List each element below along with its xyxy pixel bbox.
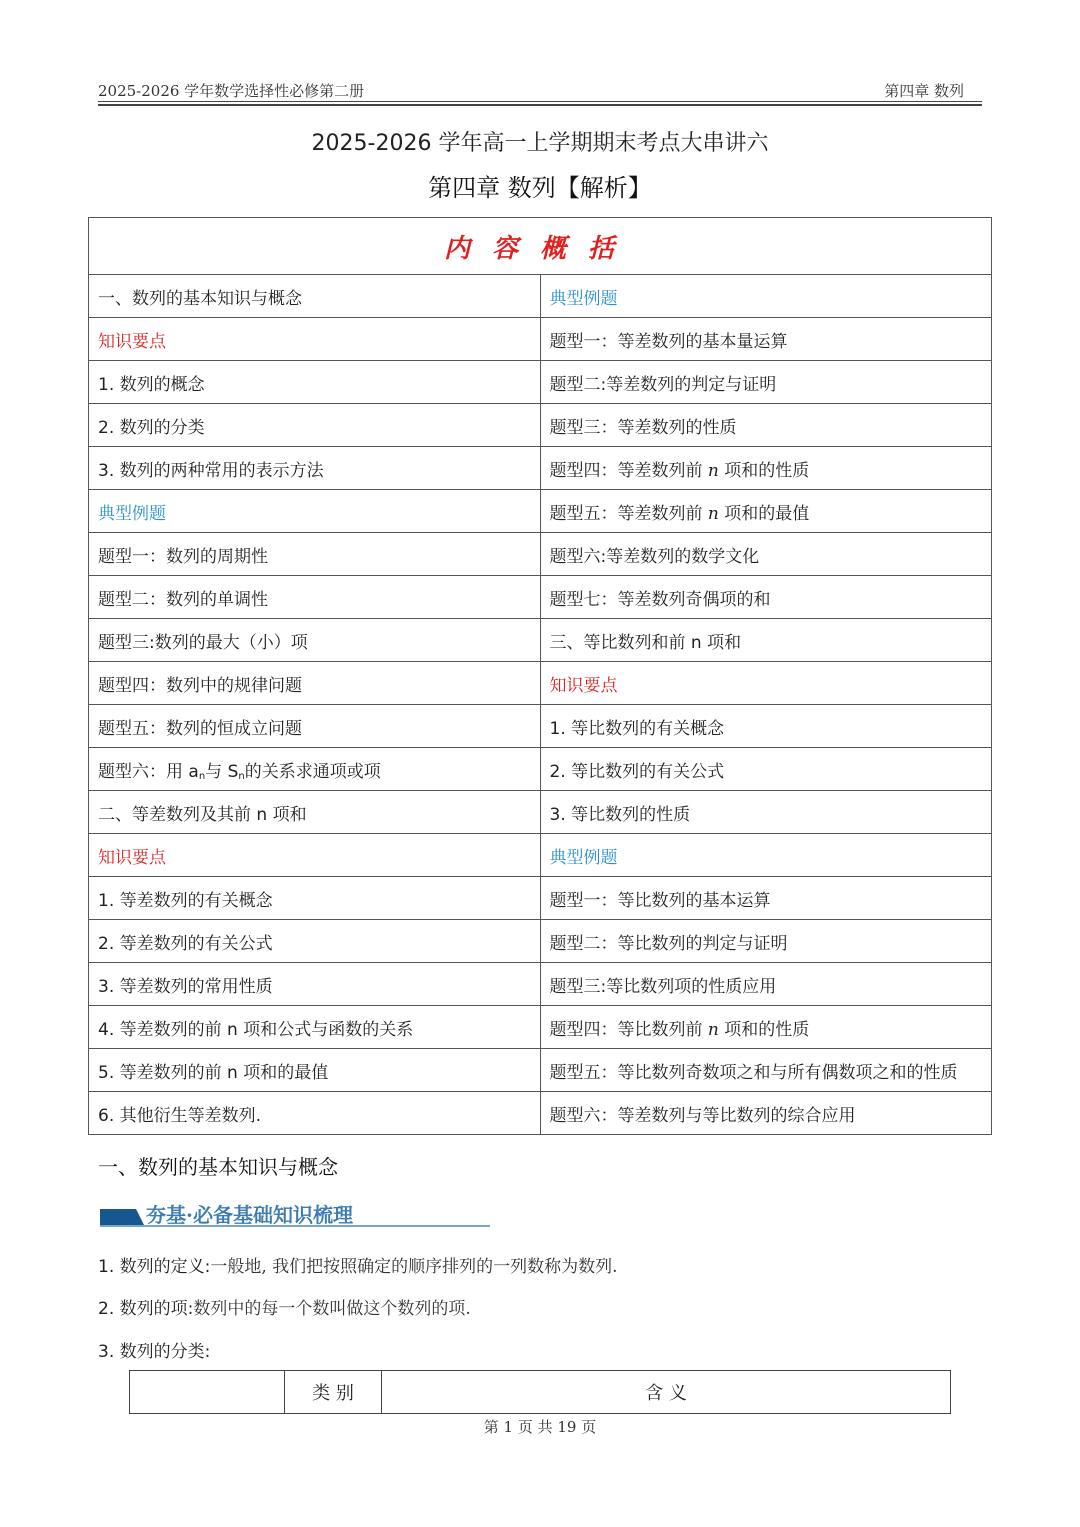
overview-cell: 3. 等比数列的性质 [540, 791, 992, 834]
overview-cell: 题型四：数列中的规律问题 [89, 662, 541, 705]
overview-cell: 题型三：等差数列的性质 [540, 404, 992, 447]
table-row [89, 748, 992, 791]
overview-cell: 题型二：等比数列的判定与证明 [540, 920, 992, 963]
overview-cell: 知识要点 [89, 834, 541, 877]
overview-cell: 题型六：等差数列与等比数列的综合应用 [540, 1092, 992, 1135]
overview-cell: 知识要点 [540, 662, 992, 705]
table-row [89, 533, 992, 576]
overview-cell: 6. 其他衍生等差数列. [89, 1092, 541, 1135]
overview-cell: 典型例题 [89, 490, 541, 533]
overview-cell: 三、等比数列和前 n 项和 [540, 619, 992, 662]
overview-cell: 题型三:数列的最大（小）项 [89, 619, 541, 662]
math-var: n [707, 1019, 719, 1040]
math-var: n [707, 460, 719, 481]
paragraph-definition [98, 1252, 618, 1277]
banner-bar-icon [100, 1209, 144, 1225]
table-row [89, 1006, 992, 1049]
overview-table [88, 217, 992, 1135]
overview-cell [540, 1006, 992, 1049]
overview-cell: 知识要点 [89, 318, 541, 361]
overview-cell: 2. 数列的分类 [89, 404, 541, 447]
overview-cell: 题型七：等差数列奇偶项的和 [540, 576, 992, 619]
math-var: n [707, 503, 719, 524]
overview-cell: 1. 等差数列的有关概念 [89, 877, 541, 920]
cell-text: 题型六：用 a [98, 761, 199, 782]
overview-cell: 题型三:等比数列项的性质应用 [540, 963, 992, 1006]
overview-cell: 题型五：等比数列奇数项之和与所有偶数项之和的性质 [540, 1049, 992, 1092]
cell-text: 题型五：等差数列前 [549, 503, 703, 524]
overview-cell: 题型二：数列的单调性 [89, 576, 541, 619]
subscript: n [198, 770, 206, 782]
page-header [98, 76, 982, 104]
cell-text: 的关系求通项或项 [244, 761, 381, 782]
cell-text: 题型四：等差数列前 [549, 460, 703, 481]
header-cell-category: 类 别 [285, 1371, 382, 1414]
cell-text: 项和的最值 [724, 503, 810, 524]
overview-cell [89, 748, 541, 791]
overview-cell: 5. 等差数列的前 n 项和的最值 [89, 1049, 541, 1092]
table-header-row [130, 1371, 951, 1414]
table-row [89, 834, 992, 877]
paragraph-classification [98, 1337, 210, 1362]
overview-cell: 典型例题 [540, 275, 992, 318]
table-row [89, 920, 992, 963]
table-row [89, 404, 992, 447]
overview-cell: 2. 等比数列的有关公式 [540, 748, 992, 791]
cell-text: 与 S [205, 761, 239, 782]
chapter-title: 第四章 数列【解析】 [428, 174, 652, 202]
table-row [89, 275, 992, 318]
overview-cell: 题型一：等比数列的基本运算 [540, 877, 992, 920]
header-cell-meaning: 含 义 [382, 1371, 951, 1414]
header-rule-thick [98, 104, 982, 106]
table-row [89, 490, 992, 533]
overview-cell [540, 447, 992, 490]
overview-cell: 二、等差数列及其前 n 项和 [89, 791, 541, 834]
overview-cell: 题型五：数列的恒成立问题 [89, 705, 541, 748]
table-row [89, 576, 992, 619]
table-row [89, 877, 992, 920]
table-row [89, 1092, 992, 1135]
page-footer: 第 1 页 共 19 页 [483, 1418, 597, 1436]
table-row [89, 318, 992, 361]
overview-cell: 1. 数列的概念 [89, 361, 541, 404]
table-row [89, 963, 992, 1006]
document-title: 2025-2026 学年高一上学期期末考点大串讲六 [311, 131, 769, 156]
header-book-title: 2025-2026 学年数学选择性必修第二册 [98, 82, 365, 100]
table-row [89, 662, 992, 705]
overview-cell: 一、数列的基本知识与概念 [89, 275, 541, 318]
classification-table [129, 1370, 951, 1414]
subscript: n [238, 770, 245, 782]
paragraph-label: 2. 数列的项: [98, 1299, 194, 1319]
cell-text: 项和的性质 [724, 1019, 810, 1040]
overview-cell: 题型六:等差数列的数学文化 [540, 533, 992, 576]
table-row [89, 705, 992, 748]
overview-cell: 3. 数列的两种常用的表示方法 [89, 447, 541, 490]
header-rule [98, 101, 982, 102]
paragraph-label: 3. 数列的分类: [98, 1342, 211, 1362]
paragraph-text: 数列中的每一个数叫做这个数列的项. [193, 1299, 471, 1319]
banner-underline [100, 1225, 490, 1227]
section-heading: 一、数列的基本知识与概念 [98, 1155, 338, 1179]
table-row [89, 791, 992, 834]
section-banner [100, 1199, 500, 1231]
overview-caption: 内容概括 [89, 218, 992, 275]
overview-cell: 题型一：数列的周期性 [89, 533, 541, 576]
cell-text: 题型四：等比数列前 [549, 1019, 703, 1040]
paragraph-text: 一般地, 我们把按照确定的顺序排列的一列数称为数列. [210, 1257, 618, 1277]
banner-title: 夯基·必备基础知识梳理 [146, 1203, 353, 1227]
table-row [89, 619, 992, 662]
table-row [89, 1049, 992, 1092]
overview-cell: 题型一：等差数列的基本量运算 [540, 318, 992, 361]
table-row [89, 447, 992, 490]
overview-caption-row [89, 218, 992, 275]
overview-cell [540, 490, 992, 533]
overview-cell: 2. 等差数列的有关公式 [89, 920, 541, 963]
paragraph-label: 1. 数列的定义: [98, 1257, 211, 1277]
overview-cell: 3. 等差数列的常用性质 [89, 963, 541, 1006]
overview-cell: 典型例题 [540, 834, 992, 877]
paragraph-term [98, 1294, 471, 1319]
header-cell-blank [130, 1371, 285, 1414]
overview-cell: 1. 等比数列的有关概念 [540, 705, 992, 748]
table-row [89, 361, 992, 404]
overview-cell: 题型二:等差数列的判定与证明 [540, 361, 992, 404]
cell-text: 项和的性质 [724, 460, 810, 481]
header-chapter: 第四章 数列 [884, 82, 964, 100]
overview-cell: 4. 等差数列的前 n 项和公式与函数的关系 [89, 1006, 541, 1049]
